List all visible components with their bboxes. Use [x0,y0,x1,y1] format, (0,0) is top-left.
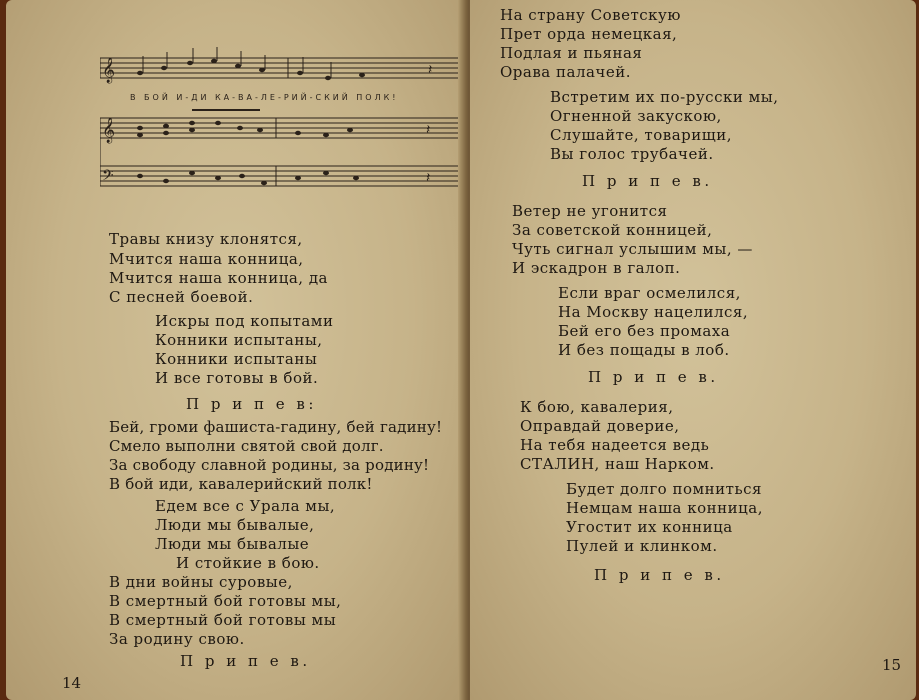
verse-line: Будет долго помниться [566,480,763,498]
sheet-music [100,44,464,194]
svg-text:𝄞: 𝄞 [102,118,116,143]
verse-line: Мчится наша конница, да [109,269,329,287]
verse-line: СТАЛИН, наш Нарком. [520,455,715,473]
verse-line: Прет орда немецкая, [500,25,678,43]
verse-line: На тебя надеется ведь [520,436,710,454]
verse-line: Немцам наша конница, [566,499,764,517]
page-number: 14 [62,674,82,692]
verse-line: В бой иди, кавалерийский полк! [109,475,373,493]
svg-text:𝄽: 𝄽 [426,170,431,186]
verse-line: В дни войны суровые, [109,573,293,591]
right-page [470,0,916,700]
svg-text:𝄽: 𝄽 [428,62,433,78]
refrain-heading: П р и п е в. [594,566,725,584]
verse-line: За свободу славной родины, за родину! [109,456,430,474]
refrain-heading: П р и п е в: [186,395,317,413]
verse-line: В смертный бой готовы мы [109,611,337,629]
verse-line: За советской конницей, [512,221,713,239]
verse-line: Бей, громи фашиста-гадину, бей гадину! [109,418,443,436]
verse-line: На Москву нацелился, [558,303,749,321]
verse-line: Вы голос трубачей. [550,145,714,163]
svg-text:𝄽: 𝄽 [426,122,431,138]
verse-line: И стойкие в бою. [176,554,320,572]
page-number: 15 [882,656,902,674]
verse-line: Орава палачей. [500,63,631,81]
svg-text:𝄢: 𝄢 [102,167,114,188]
music-caption: В БОЙ И-ДИ КА-ВА-ЛЕ-РИЙ-СКИЙ ПОЛК! [130,93,399,102]
verse-line: Люди мы бывалые, [155,516,315,534]
verse-line: Конники испытаны, [155,331,323,349]
verse-line: Травы книзу клонятся, [109,230,303,248]
refrain-heading: П р и п е в. [582,172,713,190]
verse-line: Смело выполни святой свой долг. [109,437,384,455]
left-page [6,0,464,700]
verse-line: Чуть сигнал услышим мы, — [512,240,753,258]
verse-line: Подлая и пьяная [500,44,643,62]
verse-line: И эскадрон в галоп. [512,259,681,277]
verse-line: Если враг осмелился, [558,284,741,302]
verse-line: На страну Советскую [500,6,681,24]
verse-line: Мчится наша конница, [109,250,304,268]
verse-line: Слушайте, товарищи, [550,126,732,144]
verse-line: Едем все с Урала мы, [155,497,336,515]
verse-line: И без пощады в лоб. [558,341,730,359]
verse-line: Встретим их по-русски мы, [550,88,779,106]
verse-line: Ветер не угонится [512,202,668,220]
verse-line: Искры под копытами [155,312,334,330]
verse-line: За родину свою. [109,630,245,648]
verse-line: И все готовы в бой. [155,369,319,387]
svg-text:𝄞: 𝄞 [102,58,116,83]
refrain-heading: П р и п е в. [180,652,311,670]
verse-line: Пулей и клинком. [566,537,718,555]
verse-line: К бою, кавалерия, [520,398,674,416]
verse-line: Огненной закускою, [550,107,722,125]
verse-line: С песней боевой. [109,288,254,306]
verse-line: Люди мы бывалые [155,535,310,553]
verse-line: Угостит их конница [566,518,733,536]
refrain-heading: П р и п е в. [588,368,719,386]
verse-line: Оправдай доверие, [520,417,680,435]
verse-line: В смертный бой готовы мы, [109,592,342,610]
verse-line: Конники испытаны [155,350,318,368]
verse-line: Бей его без промаха [558,322,731,340]
